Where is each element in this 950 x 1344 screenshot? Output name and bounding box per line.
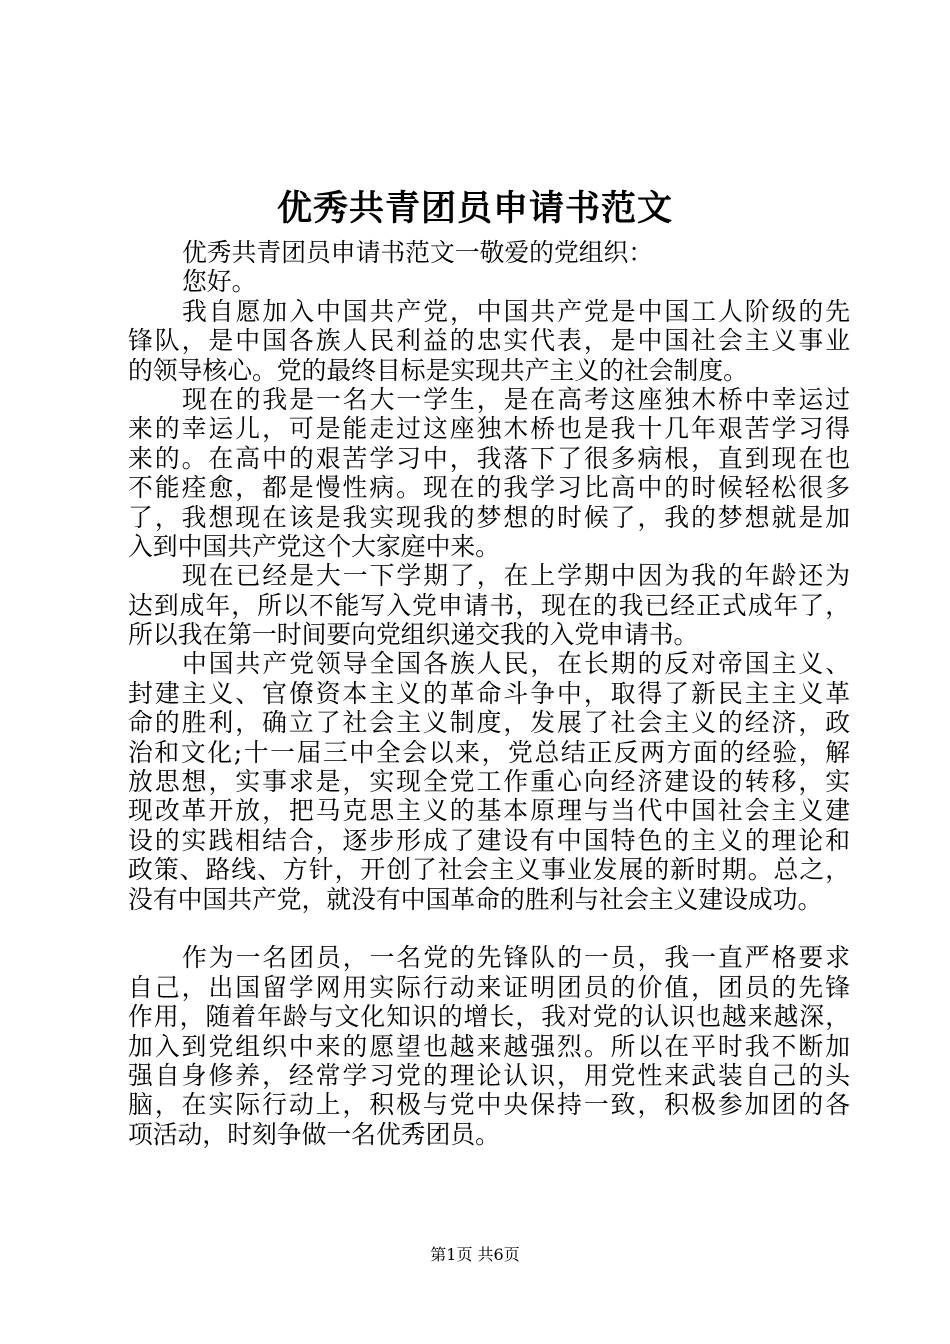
text-line: 政策、路线、方针，开创了社会主义事业发展的新时期。总之， [128,855,850,885]
text-line: 封建主义、官僚资本主义的革命斗争中，取得了新民主主义革 [128,678,850,708]
text-line: 作为一名团员，一名党的先锋队的一员，我一直严格要求 [182,943,850,973]
text-line: 您好。 [182,267,257,297]
text-line: 所以我在第一时间要向党组织递交我的入党申请书。 [128,620,699,650]
text-line: 来的。在高中的艰苦学习中，我落下了很多病根，直到现在也 [128,443,850,473]
text-line: 来的幸运儿，可是能走过这座独木桥也是我十几年艰苦学习得 [128,414,850,444]
text-line: 我自愿加入中国共产党，中国共产党是中国工人阶级的先 [182,296,850,326]
page-footer: 第1页 共6页 [430,1245,520,1264]
text-line: 入到中国共产党这个大家庭中来。 [128,531,500,561]
text-line: 放思想，实事求是，实现全党工作重心向经济建设的转移，实 [128,767,850,797]
text-line: 强自身修养，经常学习党的理论认识，用党性来武装自己的头 [128,1060,850,1090]
text-line: 中国共产党领导全国各族人民，在长期的反对帝国主义、 [182,649,850,679]
text-line: 设的实践相结合，逐步形成了建设有中国特色的主义的理论和 [128,825,850,855]
page-title: 优秀共青团员申请书范文 [276,188,673,229]
text-line: 了，我想现在该是我实现我的梦想的时候了，我的梦想就是加 [128,502,850,532]
text-line: 优秀共青团员申请书范文一敬爱的党组织： [182,238,654,267]
text-line: 锋队，是中国各族人民利益的忠实代表，是中国社会主义事业 [128,326,850,356]
blank-line [128,914,850,943]
text-line: 现在的我是一名大一学生，是在高考这座独木桥中幸运过 [182,384,850,414]
text-line: 达到成年，所以不能写入党申请书，现在的我已经正式成年了， [128,590,850,620]
text-line: 现改革开放，把马克思主义的基本原理与当代中国社会主义建 [128,796,850,826]
text-line: 命的胜利，确立了社会主义制度，发展了社会主义的经济，政 [128,708,850,738]
document-body [128,238,850,1149]
text-line: 加入到党组织中来的愿望也越来越强烈。所以在平时我不断加 [128,1031,850,1061]
text-line: 不能痊愈，都是慢性病。现在的我学习比高中的时候轻松很多 [128,473,850,503]
text-line: 项活动，时刻争做一名优秀团员。 [128,1119,500,1149]
text-line: 的领导核心。党的最终目标是实现共产主义的社会制度。 [128,355,748,385]
text-line: 治和文化;十一届三中全会以来，党总结正反两方面的经验，解 [128,737,850,767]
text-line: 作用，随着年龄与文化知识的增长，我对党的认识也越来越深， [128,1002,850,1032]
text-line: 没有中国共产党，就没有中国革命的胜利与社会主义建设成功。 [128,884,823,914]
text-line: 脑，在实际行动上，积极与党中央保持一致，积极参加团的各 [128,1090,850,1120]
text-line: 自己，出国留学网用实际行动来证明团员的价值，团员的先锋 [128,972,850,1002]
text-line: 现在已经是大一下学期了，在上学期中因为我的年龄还为 [182,561,850,591]
